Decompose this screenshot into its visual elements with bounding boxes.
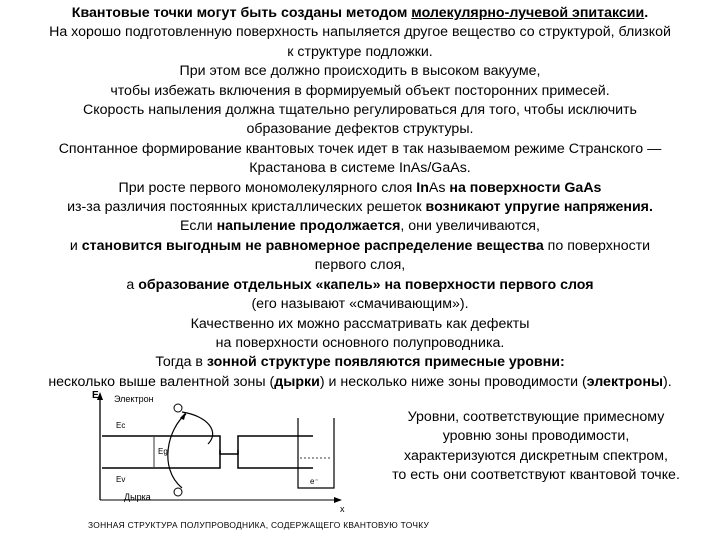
hole-transition-arrow [168, 414, 186, 488]
energy-axis-label: E [92, 390, 99, 401]
text-line-12: Если напыление продолжается, они увеличиваются, [180, 218, 540, 235]
text-line-3: к структуре подложки. [287, 43, 433, 60]
text-line-10: При росте первого мономолекулярного слоя InAs на поверхности GaAs [118, 179, 602, 196]
text-line-2: На хорошо подготовленную поверхность напыляется другое вещество со структурой, близкой [49, 24, 671, 41]
text-line-1: Квантовые точки могут быть созданы методом молекулярно-лучевой эпитаксии. [71, 5, 649, 21]
text-line-20: несколько выше валентной зоны (дырки) и несколько ниже зоны проводимости (электроны). [48, 373, 672, 390]
side-caption [356, 408, 716, 486]
ec-label: Ec [116, 421, 126, 430]
ev-label: Ev [116, 475, 126, 484]
text-line-15: а образование отдельных «капель» на поверхности первого слоя [126, 276, 594, 293]
main-text [0, 4, 720, 392]
valence-band-edge-right [238, 450, 313, 468]
x-axis-arrow [334, 497, 342, 503]
side-caption-line-1: Уровни, соответствующие примесному [407, 409, 665, 425]
diagram-caption: ЗОННАЯ СТРУКТУРА ПОЛУПРОВОДНИКА, СОДЕРЖАЩЕГО КВАНТОВУЮ ТОЧКУ [88, 520, 430, 530]
text-line-16: (его называют «смачивающим»). [251, 296, 469, 313]
text-line-6: Скорость напыления должна тщательно регулироваться для того, чтобы исключить [83, 102, 637, 119]
text-line-14: первого слоя, [314, 257, 406, 274]
hole-label: Дырка [124, 492, 151, 502]
text-line-9: Крастанова в системе InAs/GaAs. [249, 160, 471, 177]
conduction-band-edge [102, 436, 313, 454]
eg-label: Eg [158, 447, 168, 456]
text-line-8: Спонтанное формирование квантовых точек идет в так называемом режиме Странского — [58, 140, 662, 157]
side-caption-line-2: уровню зоны проводимости, [442, 428, 630, 445]
text-line-19: Тогда в зонной структуре появляются примесные уровни: [155, 354, 565, 371]
hole-dot [174, 488, 182, 496]
side-caption-line-4: то есть они соответствуют квантовой точке. [392, 467, 680, 484]
x-axis-label: x [340, 504, 345, 514]
text-line-17: Качественно их можно рассматривать как дефекты [190, 315, 530, 332]
text-line-13: и становится выгодным не равномерное распределение вещества по поверхности [69, 237, 651, 254]
text-line-5: чтобы избежать включения в формируемый объект посторонних примесей. [110, 82, 610, 99]
text-line-18: на поверхности основного полупроводника. [215, 334, 505, 351]
side-caption-line-3: характеризуются дискретным спектром, [404, 447, 668, 464]
text-line-4: При этом все должно происходить в высоком вакууме, [179, 63, 541, 80]
band-structure-diagram [88, 388, 430, 538]
mbe-term: молекулярно-лучевой эпитаксии [411, 5, 645, 21]
electron-label: Электрон [114, 394, 154, 404]
text-line-11: из-за различия постоянных кристаллических решеток возникают упругие напряжения. [67, 199, 653, 216]
electron-transition-arrow [182, 412, 213, 444]
electron-dot [174, 404, 182, 412]
e-minus-label: e⁻ [310, 477, 319, 486]
text-line-7: образование дефектов структуры. [246, 121, 474, 138]
